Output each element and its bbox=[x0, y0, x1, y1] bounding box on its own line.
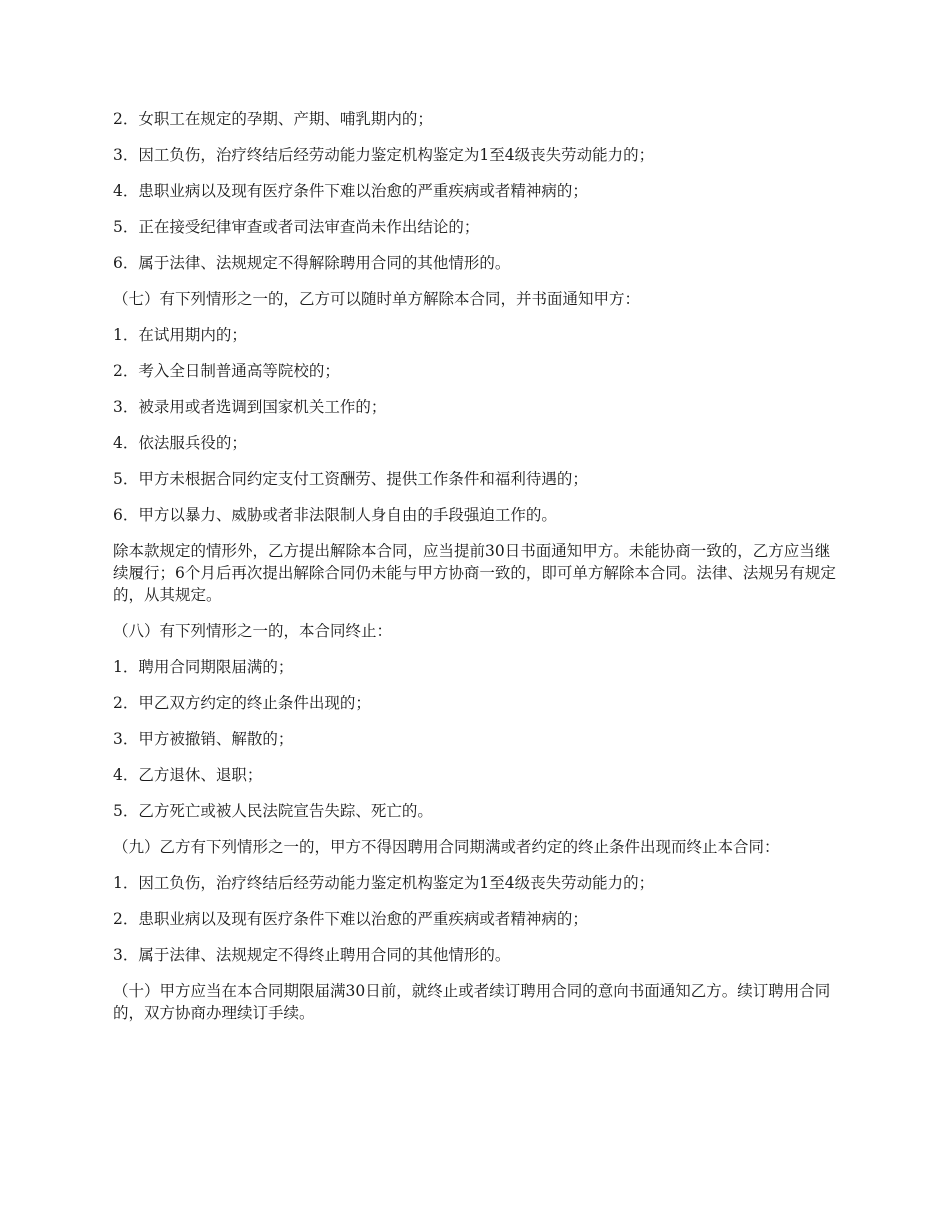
paragraph: 5．甲方未根据合同约定支付工资酬劳、提供工作条件和福利待遇的； bbox=[113, 470, 588, 488]
paragraph: 3．属于法律、法规规定不得终止聘用合同的其他情形的。 bbox=[113, 946, 511, 964]
paragraph: （九）乙方有下列情形之一的，甲方不得因聘用合同期满或者约定的终止条件出现而终止本合同： bbox=[113, 838, 780, 856]
paragraph: 1．因工负伤，治疗终结后经劳动能力鉴定机构鉴定为1至4级丧失劳动能力的； bbox=[113, 874, 655, 892]
paragraph: 2．考入全日制普通高等院校的； bbox=[113, 362, 340, 380]
paragraph: 3．甲方被撤销、解散的； bbox=[113, 730, 294, 748]
paragraph: 2．患职业病以及现有医疗条件下难以治愈的严重疾病或者精神病的； bbox=[113, 910, 588, 928]
paragraph: 2．女职工在规定的孕期、产期、哺乳期内的； bbox=[113, 110, 433, 128]
paragraph: 4．依法服兵役的； bbox=[113, 434, 247, 452]
paragraph: （十）甲方应当在本合同期限届满30日前，就终止或者续订聘用合同的意向书面通知乙方。续订聘用合同的，双方协商办理续订手续。 bbox=[113, 982, 831, 1022]
paragraph: （七）有下列情形之一的，乙方可以随时单方解除本合同，并书面通知甲方： bbox=[113, 290, 641, 308]
paragraph: （八）有下列情形之一的，本合同终止： bbox=[113, 622, 393, 640]
paragraph: 1．聘用合同期限届满的； bbox=[113, 658, 294, 676]
paragraph: 5．乙方死亡或被人民法院宣告失踪、死亡的。 bbox=[113, 802, 433, 820]
paragraph: 6．甲方以暴力、威胁或者非法限制人身自由的手段强迫工作的。 bbox=[113, 506, 557, 524]
paragraph: 1．在试用期内的； bbox=[113, 326, 247, 344]
document-body bbox=[113, 108, 843, 1038]
paragraph: 除本款规定的情形外，乙方提出解除本合同，应当提前30日书面通知甲方。未能协商一致的，乙方应当继续履行；6个月后再次提出解除合同仍未能与甲方协商一致的，即可单方解除本合同。法律、法规另有规定的，从其规定。 bbox=[113, 542, 836, 604]
paragraph: 5．正在接受纪律审查或者司法审查尚未作出结论的； bbox=[113, 218, 480, 236]
paragraph: 4．患职业病以及现有医疗条件下难以治愈的严重疾病或者精神病的； bbox=[113, 182, 588, 200]
paragraph: 3．因工负伤，治疗终结后经劳动能力鉴定机构鉴定为1至4级丧失劳动能力的； bbox=[113, 146, 655, 164]
paragraph: 2．甲乙双方约定的终止条件出现的； bbox=[113, 694, 371, 712]
paragraph: 4．乙方退休、退职； bbox=[113, 766, 263, 784]
paragraph: 6．属于法律、法规规定不得解除聘用合同的其他情形的。 bbox=[113, 254, 511, 272]
paragraph: 3．被录用或者选调到国家机关工作的； bbox=[113, 398, 387, 416]
